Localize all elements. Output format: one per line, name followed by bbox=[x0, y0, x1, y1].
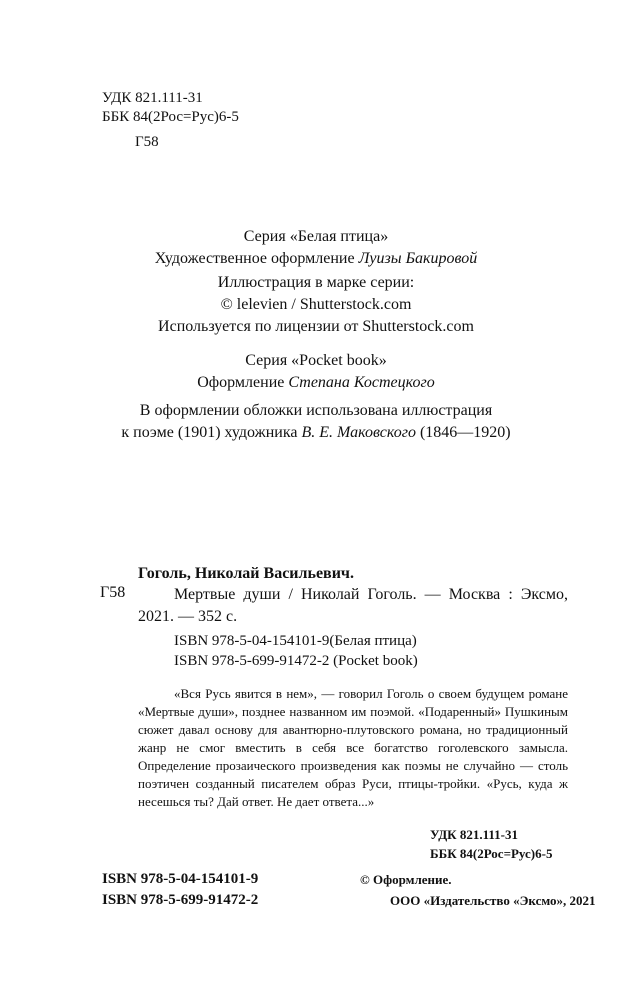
catalog-description: Мертвые души / Николай Гоголь. — Москва : Эксмо, 2021. — 352 с. bbox=[138, 586, 568, 625]
udk-bottom-block bbox=[430, 825, 552, 863]
catalog-isbn-block bbox=[174, 631, 418, 671]
design-prefix: Оформление bbox=[197, 374, 289, 391]
bbk-code-bottom: ББК 84(2Рос=Рус)6-5 bbox=[430, 846, 553, 861]
series-pocket-book: Серия «Pocket book» bbox=[245, 352, 387, 369]
catalog-annotation: «Вся Русь явится в нем», — говорил Гоголь о своем будущем романе «Мертвые души», позднее названном им поэмой. «Подаренный» Пушкиным сюжет давал основу для авантюрно-плутовского романа, но традиционный жанр не смог вместить в себя все богатство гоголевского замысла. Определение прозаического произведения как поэмы не случайно — столь поэтичен созданный писателем образ Руси, птицы-тройки. «Русь, куда ж несешься ты? Дай ответ. Не дает ответа...» bbox=[138, 686, 568, 809]
art-design-credit bbox=[60, 248, 572, 270]
illustration-line-2: © lelevien / Shutterstock.com bbox=[220, 296, 412, 313]
copyright-block bbox=[360, 869, 596, 911]
cover-credit-line-2 bbox=[60, 422, 572, 444]
series-credits bbox=[60, 226, 572, 444]
cover-credit-line-1: В оформлении обложки использована иллюстрация bbox=[139, 402, 493, 419]
author-sign-catalog: Г58 bbox=[100, 584, 126, 601]
cover-artist-name: В. Е. Маковского bbox=[301, 424, 416, 441]
udk-code: УДК 821.111-31 bbox=[102, 90, 203, 106]
isbn-bottom-2: ISBN 978-5-699-91472-2 bbox=[102, 892, 259, 908]
series-white-bird: Серия «Белая птица» bbox=[243, 228, 389, 245]
design-credit bbox=[60, 372, 572, 394]
copyright-publisher: ООО «Издательство «Эксмо», 2021 bbox=[390, 893, 596, 908]
isbn-bottom-block bbox=[102, 869, 258, 911]
design-name: Степана Костецкого bbox=[288, 374, 435, 391]
illustration-line-1: Иллюстрация в марке серии: bbox=[217, 274, 415, 291]
catalog-isbn-2: ISBN 978-5-699-91472-2 (Pocket book) bbox=[174, 653, 418, 669]
udk-code-bottom: УДК 821.111-31 bbox=[430, 827, 518, 842]
illustration-line-3: Используется по лицензии от Shutterstock.com bbox=[158, 318, 474, 335]
catalog-isbn-1: ISBN 978-5-04-154101-9(Белая птица) bbox=[174, 633, 417, 649]
cover-line-2-b: (1846—1920) bbox=[415, 424, 511, 441]
udk-top-block bbox=[102, 89, 239, 127]
catalog-author: Гоголь, Николай Васильевич. bbox=[138, 565, 354, 582]
copyright-design: © Оформление. bbox=[360, 872, 452, 887]
author-sign-top: Г58 bbox=[135, 134, 159, 150]
art-design-prefix: Художественное оформление bbox=[154, 250, 359, 267]
art-design-name: Луизы Бакировой bbox=[358, 250, 478, 267]
bbk-code: ББК 84(2Рос=Рус)6-5 bbox=[102, 109, 239, 125]
cover-line-2-a: к поэме (1901) художника bbox=[121, 424, 302, 441]
isbn-bottom-1: ISBN 978-5-04-154101-9 bbox=[102, 871, 259, 887]
